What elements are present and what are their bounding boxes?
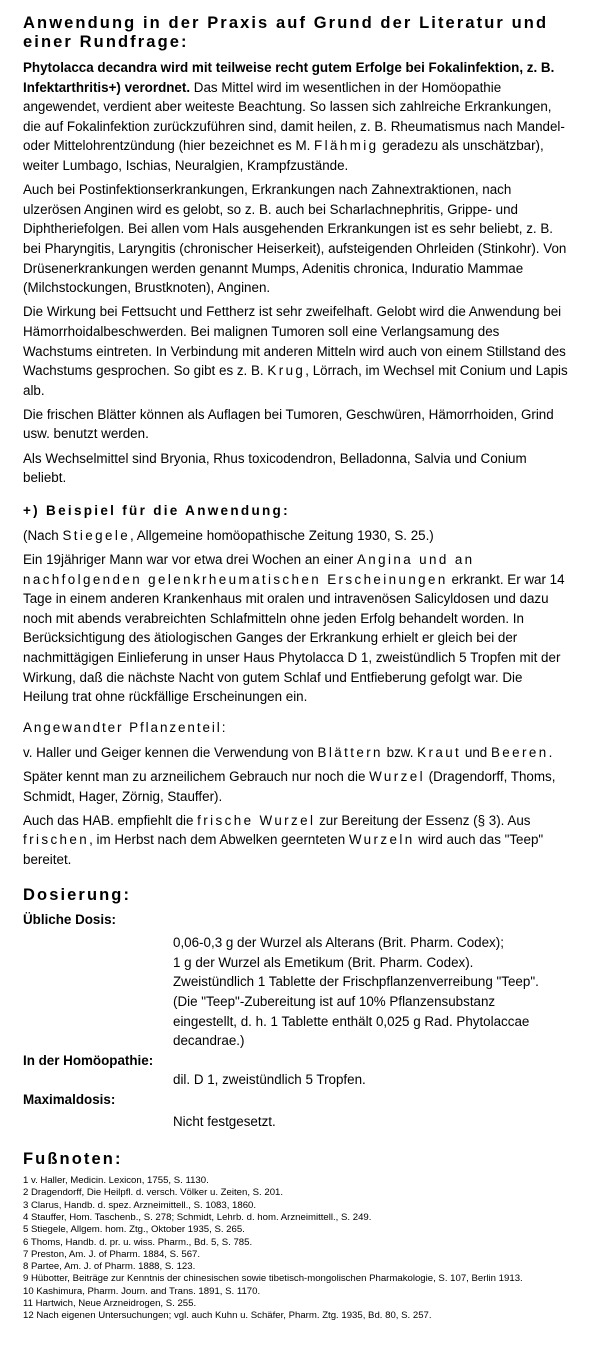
spaced-name-stiegele: Stiegele bbox=[62, 527, 131, 543]
footnote: 12 Nach eigenen Untersuchungen; vgl. auch Kuhn u. Schäfer, Pharm. Ztg. 1935, Bd. 80, S. 257. bbox=[23, 1310, 432, 1322]
dose-line: 1 g der Wurzel als Emetikum (Brit. Pharm. Codex). bbox=[173, 954, 474, 970]
usual-dose-values bbox=[173, 933, 568, 1051]
section-heading-application: Anwendung in der Praxis auf Grund der Literatur und einer Rundfrage: bbox=[23, 14, 549, 51]
plant-part-para-1: v. Haller und Geiger kennen die Verwendung von Blättern bzw. Kraut und Beeren. bbox=[23, 744, 553, 760]
footnote: 10 Kashimura, Pharm. Journ. and Trans. 1891, S. 1170. bbox=[23, 1285, 261, 1297]
plant-part-para-3: Auch das HAB. empfiehlt die frische Wurzel zur Bereitung der Essenz (§ 3). Aus frischen, im Herbst nach dem Abwelken geernteten Wurzeln wird auch das "Teep" bereitet. bbox=[23, 812, 544, 867]
footnote: 3 Clarus, Handb. d. spez. Arzneimittell., S. 1083, 1860. bbox=[23, 1199, 257, 1211]
max-dose-value: Nicht festgesetzt. bbox=[173, 1114, 276, 1130]
footnote: 4 Stauffer, Hom. Taschenb., S. 278; Schmidt, Lehrb. d. hom. Arzneimittell., S. 249. bbox=[23, 1211, 372, 1223]
dose-line: 0,06-0,3 g der Wurzel als Alterans (Brit. Pharm. Codex); bbox=[173, 935, 504, 951]
footnotes-list bbox=[23, 1175, 568, 1323]
footnote: 9 Hübotter, Beiträge zur Kenntnis der chinesischen sowie tibetisch-mongolischen Pharmakologie, S. 107, Berlin 1913. bbox=[23, 1273, 523, 1285]
footnote: 1 v. Haller, Medicin. Lexicon, 1755, S. 1130. bbox=[23, 1175, 209, 1187]
footnote: 11 Hartwich, Neue Arzneidrogen, S. 255. bbox=[23, 1298, 197, 1310]
paragraph-intro: Phytolacca decandra wird mit teilweise recht gutem Erfolge bei Fokalinfektion, z. B. Infektarthritis+) verordnet. Das Mittel wird im wesentlichen in der Homöopathie angewendet, verdient aber weiteste Beachtung. So lassen sich zahlreiche Erkrankungen, die auf Fokalinfektion zurückzuführen sind, damit heilen, z. B. Rheumatismus nach Mandel- oder Mittelohrentzündung (hier bezeichnet es M. Flähmig geradezu als unschätzbar), weiter Lumbago, Ischias, Neuralgien, Krampfzustände. bbox=[23, 60, 565, 173]
homeopathy-value: dil. D 1, zweistündlich 5 Tropfen. bbox=[173, 1072, 366, 1088]
footnote: 2 Dragendorff, Die Heilpfl. d. versch. Völker u. Zeiten, S. 201. bbox=[23, 1187, 284, 1199]
dose-line: decandrae.) bbox=[173, 1033, 245, 1049]
example-case-text: Ein 19jähriger Mann war vor etwa drei Wochen an einer Angina und an nachfolgenden gelenkrheumatischen Erscheinungen erkrankt. Er war 14 Tage in einem anderen Krankenhaus mit oralen und intravenösen Salicyldosen und dazu noch mit abends verabreichten Schlafmitteln ohne jeden Erfolg behandelt worden. In Berücksichtigung des ätiologischen Ganges der Erkrankung erhielt er gleich bei der nachmittägigen Einlieferung in unser Haus Phytolacca D 1, zweistündlich 5 Tropfen mit der Wirkung, daß die nächste Nacht von gutem Schlaf und Entfieberung gefolgt war. Die Heilung trat ohne rückfällige Erscheinungen ein. bbox=[23, 552, 565, 705]
plant-part-heading: Angewandter Pflanzenteil: bbox=[23, 719, 228, 735]
paragraph-postinfection: Auch bei Postinfektionserkrankungen, Erkrankungen nach Zahnextraktionen, nach ulzerösen Anginen wird es gelobt, so z. B. auch bei Scharlachnephritis, Grippe- und Diphtheriefolgen. Bei allen vom Hals ausgehenden Erkrankungen ist es sehr beliebt, z. B. bei Pharyngitis, Laryngitis (chronischer Heiserkeit), aufsteigenden Ohrleiden (Stinkohr). Von Drüsenerkrankungen werden genannt Mumps, Adenitis chronica, Induratio Mammae (Milchstockungen, Brustknoten), Anginen. bbox=[23, 182, 567, 296]
usual-dose-label: Übliche Dosis: bbox=[23, 911, 117, 927]
spaced-name-krug: Krug bbox=[267, 363, 306, 379]
homeopathy-label: In der Homöopathie: bbox=[23, 1052, 154, 1068]
footnote: 6 Thoms, Handb. d. pr. u. wiss. Pharm., Bd. 5, S. 785. bbox=[23, 1236, 253, 1248]
dose-line: Zweistündlich 1 Tablette der Frischpflanzenverreibung "Teep". bbox=[173, 974, 539, 990]
max-dose-label: Maximaldosis: bbox=[23, 1091, 116, 1107]
plant-part-para-2: Später kennt man zu arzneilichem Gebrauch nur noch die Wurzel (Dragendorff, Thoms, Schmidt, Hager, Zörnig, Stauffer). bbox=[23, 768, 556, 804]
spaced-name-flaehmig: Flähmig bbox=[314, 138, 379, 154]
document-page bbox=[23, 14, 568, 1323]
example-source: (Nach Stiegele, Allgemeine homöopathische Zeitung 1930, S. 25.) bbox=[23, 527, 434, 543]
dose-line: eingestellt, d. h. 1 Tablette enthält 0,025 g Rad. Phytolaccae bbox=[173, 1013, 530, 1029]
spaced-diagnosis: Angina und an nachfolgenden gelenkrheumatischen Erscheinungen bbox=[23, 552, 475, 587]
paragraph-alternates: Als Wechselmittel sind Bryonia, Rhus toxicodendron, Belladonna, Salvia und Conium beliebt. bbox=[23, 450, 527, 486]
paragraph-effect: Die Wirkung bei Fettsucht und Fettherz ist sehr zweifelhaft. Gelobt wird die Anwendung bei Hämorrhoidalbeschwerden. Bei malignen Tumoren soll eine Verlangsamung des Wachstums eintreten. In Verbindung mit anderen Mitteln wird auch von einem Stillstand des Wachstums gesprochen. So gibt es z. B. Krug, Lörrach, im Wechsel mit Conium und Lapis alb. bbox=[23, 304, 568, 398]
dosage-heading: Dosierung: bbox=[23, 885, 132, 904]
dose-line: (Die "Teep"-Zubereitung ist auf 10% Pflanzensubstanz bbox=[173, 993, 496, 1009]
footnote: 7 Preston, Am. J. of Pharm. 1884, S. 567. bbox=[23, 1248, 201, 1260]
intro-bold-text: Phytolacca decandra wird mit teilweise recht gutem Erfolge bei Fokalinfektion, z. B. Infektarthritis+) verordnet. bbox=[23, 60, 555, 95]
paragraph-leaves: Die frischen Blätter können als Auflagen bei Tumoren, Geschwüren, Hämorrhoiden, Grind usw. benutzt werden. bbox=[23, 406, 554, 442]
footnote: 5 Stiegele, Allgem. hom. Ztg., Oktober 1935, S. 265. bbox=[23, 1224, 245, 1236]
example-heading: +) Beispiel für die Anwendung: bbox=[23, 502, 290, 518]
footnote: 8 Partee, Am. J. of Pharm. 1888, S. 123. bbox=[23, 1261, 196, 1273]
footnotes-heading: Fußnoten: bbox=[23, 1150, 123, 1169]
